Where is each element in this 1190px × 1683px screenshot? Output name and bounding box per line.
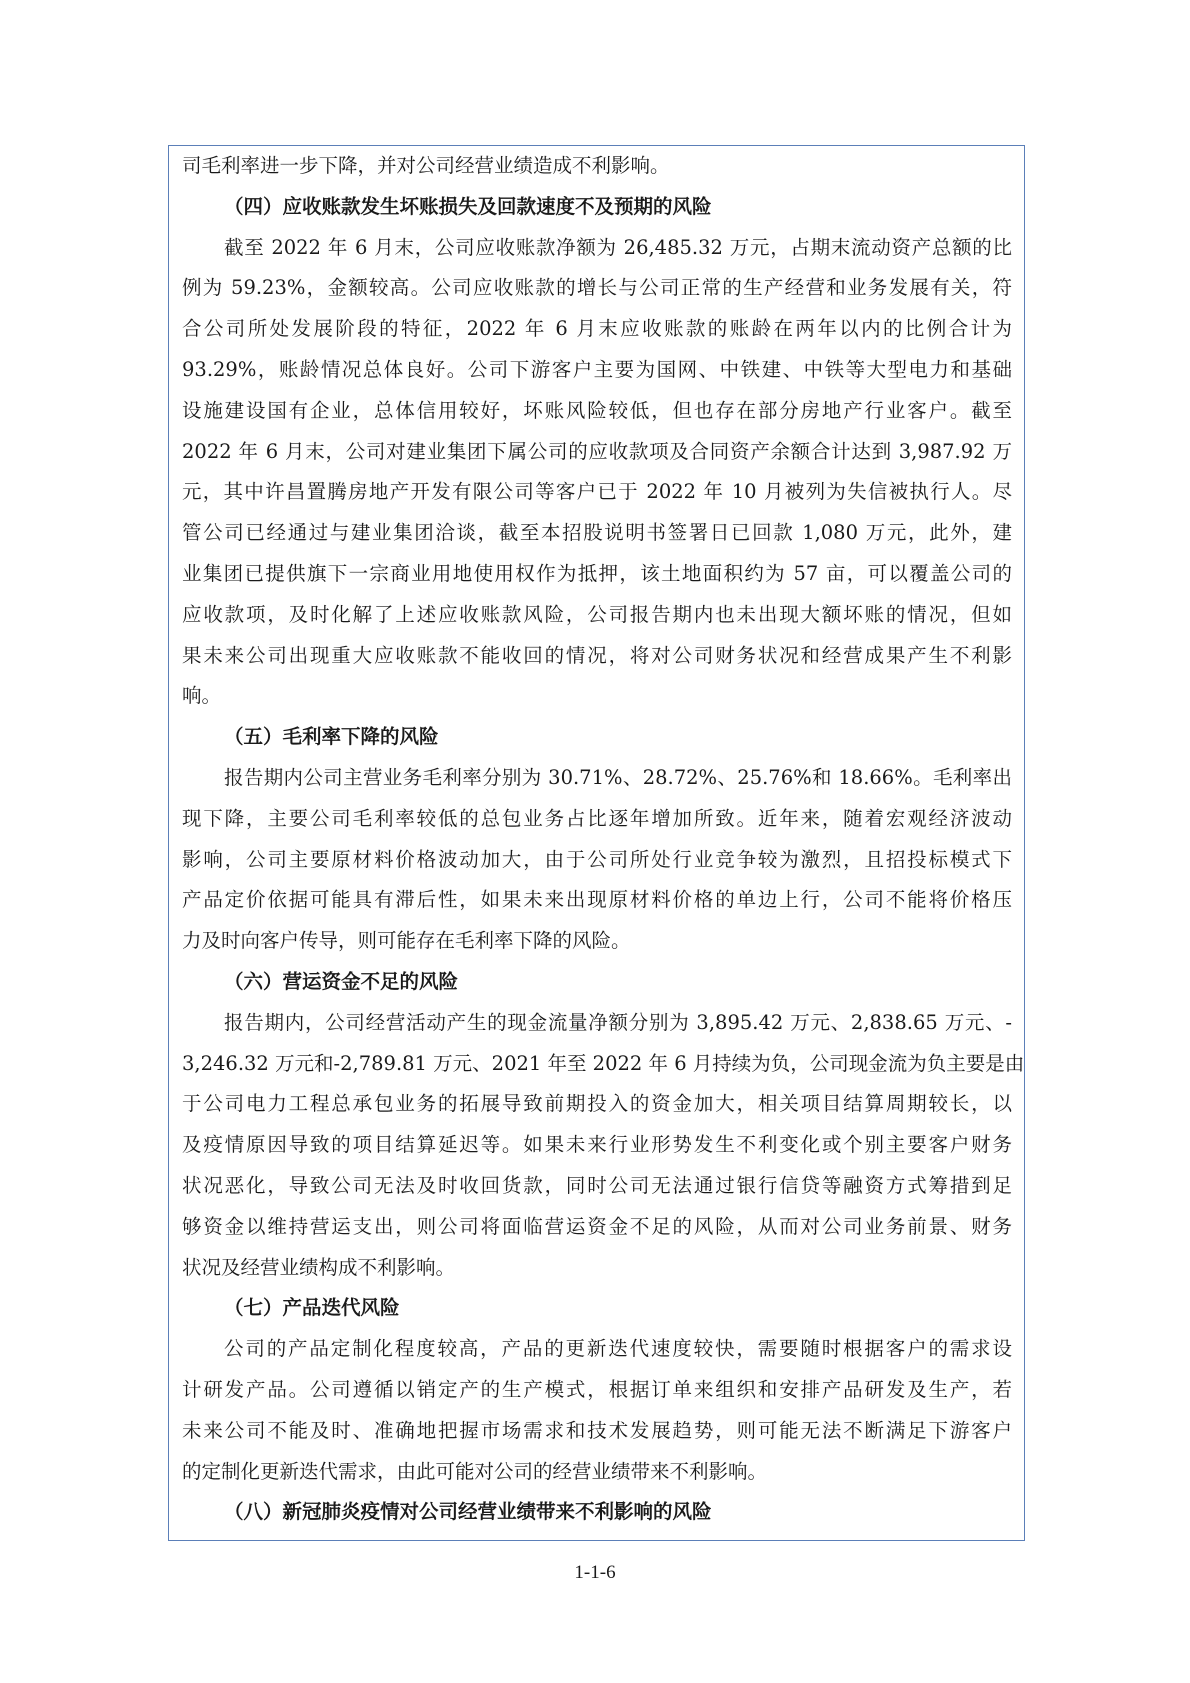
paragraph-line: 现下降，主要公司毛利率较低的总包业务占比逐年增加所致。近年来，随着宏观经济波动 bbox=[182, 806, 1012, 830]
paragraph-line: 够资金以维持营运支出，则公司将面临营运资金不足的风险，从而对公司业务前景、财务 bbox=[182, 1214, 1012, 1238]
section-4-heading: （四）应收账款发生坏账损失及回款速度不及预期的风险 bbox=[224, 194, 712, 218]
paragraph-line: 力及时向客户传导，则可能存在毛利率下降的风险。 bbox=[182, 929, 631, 953]
paragraph-line: 93.29%，账龄情况总体良好。公司下游客户主要为国网、中铁建、中铁等大型电力和基础 bbox=[182, 357, 1012, 381]
paragraph-line: 报告期内，公司经营活动产生的现金流量净额分别为 3,895.42 万元、2,838.65 万元、- bbox=[224, 1010, 1012, 1034]
paragraph-line: 报告期内公司主营业务毛利率分别为 30.71%、28.72%、25.76%和 18.66%。毛利率出 bbox=[224, 765, 1012, 789]
paragraph-line: 未来公司不能及时、准确地把握市场需求和技术发展趋势，则可能无法不断满足下游客户 bbox=[182, 1418, 1012, 1442]
section-7-body bbox=[182, 1329, 1012, 1492]
paragraph-line: 的定制化更新迭代需求，由此可能对公司的经营业绩带来不利影响。 bbox=[182, 1459, 768, 1483]
paragraph-line: 截至 2022 年 6 月末，公司应收账款净额为 26,485.32 万元，占期末流动资产总额的比 bbox=[224, 235, 1012, 259]
section-5-body bbox=[182, 758, 1012, 962]
section-5-heading: （五）毛利率下降的风险 bbox=[224, 725, 439, 749]
paragraph-line: 状况及经营业绩构成不利影响。 bbox=[182, 1255, 456, 1279]
paragraph-line: 及疫情原因导致的项目结算延迟等。如果未来行业形势发生不利变化或个别主要客户财务 bbox=[182, 1133, 1012, 1157]
paragraph-line: 响。 bbox=[182, 684, 222, 708]
paragraph-line: 影响，公司主要原材料价格波动加大，由于公司所处行业竞争较为激烈，且招投标模式下 bbox=[182, 847, 1012, 871]
paragraph-line: 业集团已提供旗下一宗商业用地使用权作为抵押，该土地面积约为 57 亩，可以覆盖公司的 bbox=[182, 561, 1012, 585]
section-6-heading: （六）营运资金不足的风险 bbox=[224, 969, 459, 993]
paragraph-line: 3,246.32 万元和-2,789.81 万元、2021 年至 2022 年 6 月持续为负，公司现金流为负主要是由 bbox=[182, 1051, 1025, 1075]
paragraph-line: 元，其中许昌置腾房地产开发有限公司等客户已于 2022 年 10 月被列为失信被执行人。尽 bbox=[182, 480, 1012, 504]
section-8-heading: （八）新冠肺炎疫情对公司经营业绩带来不利影响的风险 bbox=[224, 1500, 712, 1524]
paragraph-line: 状况恶化，导致公司无法及时收回货款，同时公司无法通过银行信贷等融资方式筹措到足 bbox=[182, 1173, 1012, 1197]
section-6-body bbox=[182, 1003, 1025, 1289]
paragraph-line: 果未来公司出现重大应收账款不能收回的情况，将对公司财务状况和经营成果产生不利影 bbox=[182, 643, 1012, 667]
paragraph-line: 公司的产品定制化程度较高，产品的更新迭代速度较快，需要随时根据客户的需求设 bbox=[224, 1337, 1012, 1361]
paragraph-line: 计研发产品。公司遵循以销定产的生产模式，根据订单来组织和安排产品研发及生产，若 bbox=[182, 1377, 1012, 1401]
content-box bbox=[168, 145, 1025, 1541]
page-number: 1-1-6 bbox=[574, 1562, 616, 1583]
section-7-heading: （七）产品迭代风险 bbox=[224, 1296, 400, 1320]
intro-line: 司毛利率进一步下降，并对公司经营业绩造成不利影响。 bbox=[182, 154, 670, 177]
paragraph-line: 例为 59.23%，金额较高。公司应收账款的增长与公司正常的生产经营和业务发展有关，符 bbox=[182, 276, 1012, 300]
paragraph-line: 设施建设国有企业，总体信用较好，坏账风险较低，但也存在部分房地产行业客户。截至 bbox=[182, 398, 1012, 422]
paragraph-line: 合公司所处发展阶段的特征，2022 年 6 月末应收账款的账龄在两年以内的比例合计为 bbox=[182, 317, 1012, 341]
paragraph-line: 产品定价依据可能具有滞后性，如果未来出现原材料价格的单边上行，公司不能将价格压 bbox=[182, 888, 1012, 912]
paragraph-line: 应收款项，及时化解了上述应收账款风险，公司报告期内也未出现大额坏账的情况，但如 bbox=[182, 602, 1012, 626]
paragraph-line: 2022 年 6 月末，公司对建业集团下属公司的应收款项及合同资产余额合计达到 3,987.92 万 bbox=[182, 439, 1012, 463]
paragraph-line: 管公司已经通过与建业集团洽谈，截至本招股说明书签署日已回款 1,080 万元，此外，建 bbox=[182, 521, 1012, 545]
paragraph-line: 于公司电力工程总承包业务的拓展导致前期投入的资金加大，相关项目结算周期较长，以 bbox=[182, 1092, 1012, 1116]
section-4-body bbox=[182, 228, 1012, 718]
